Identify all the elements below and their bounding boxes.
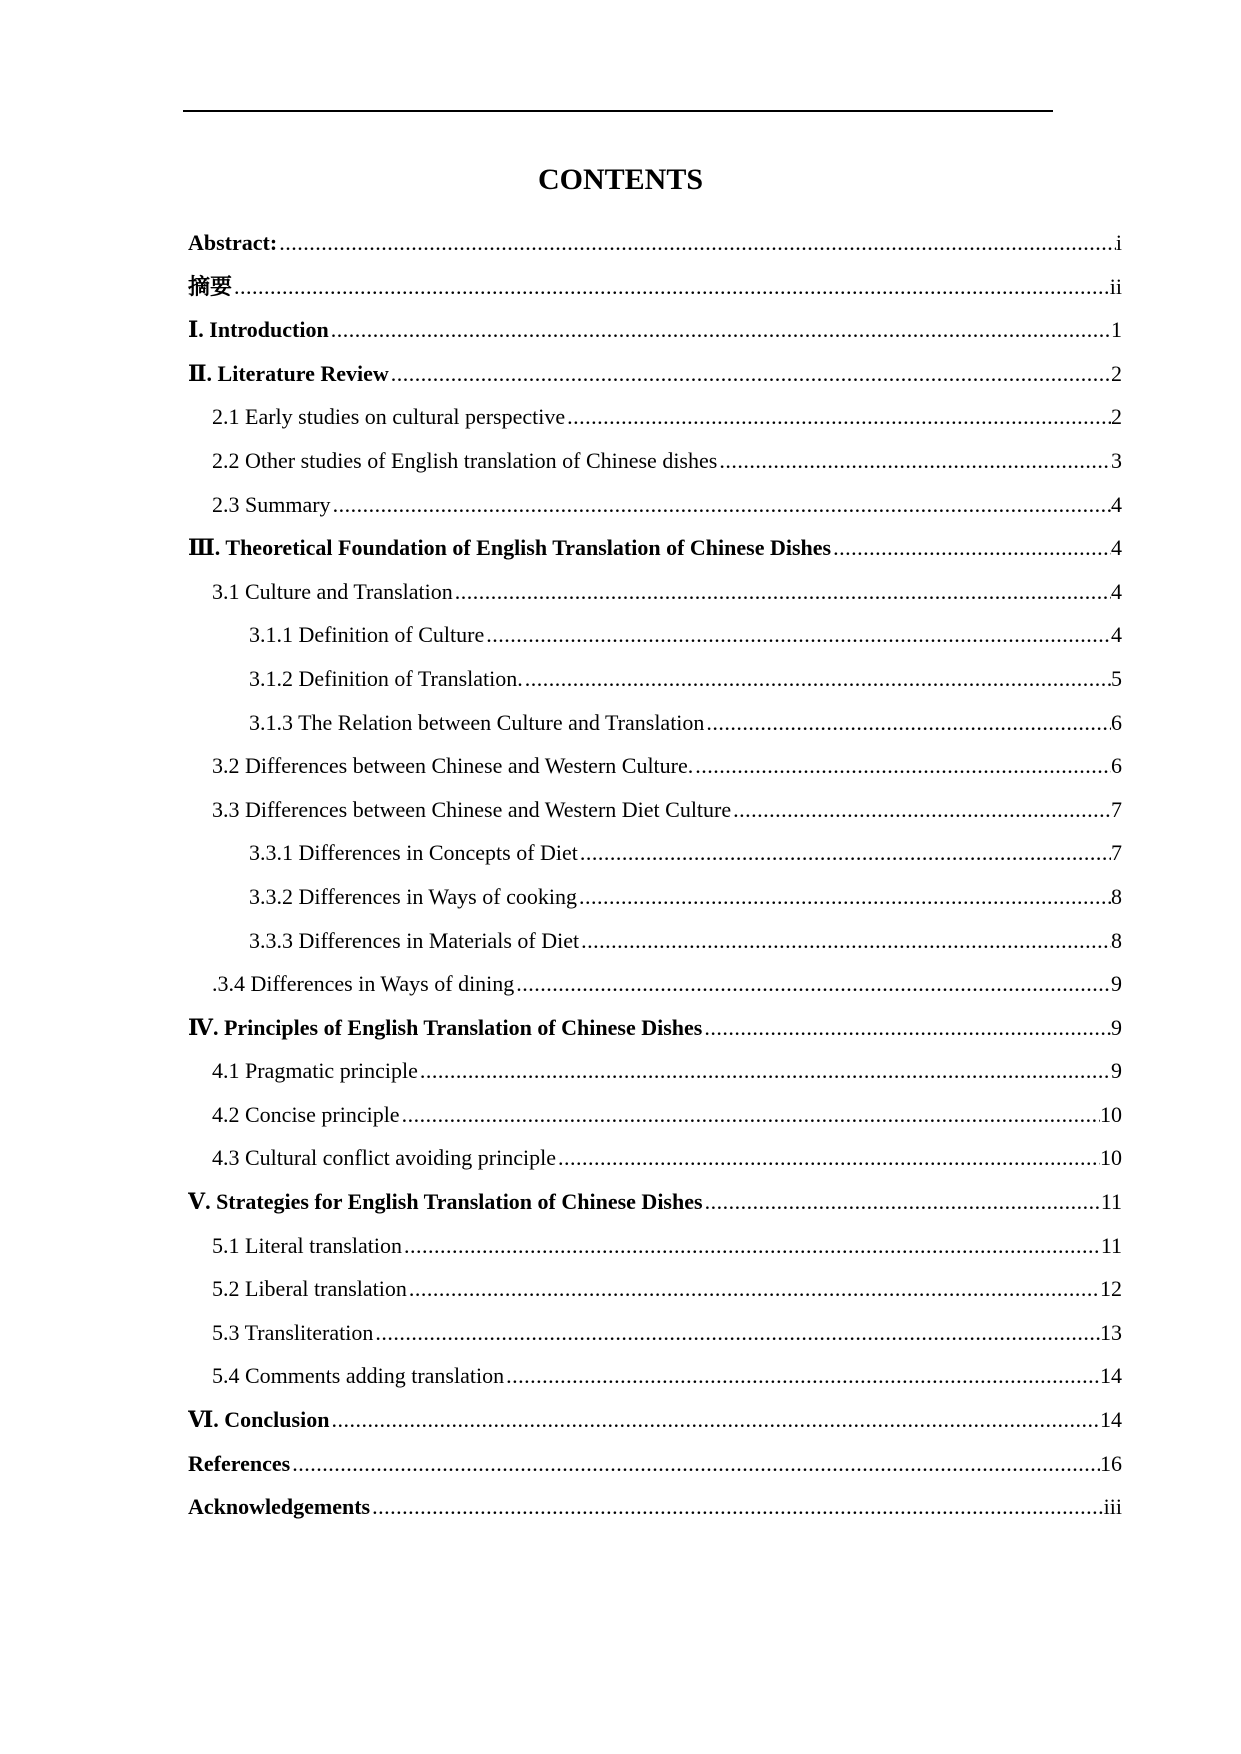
header-rule [183,110,1053,112]
toc-entry[interactable] [188,1311,1122,1355]
toc-entry-page-number: 7 [1111,840,1122,866]
toc-dot-leader [290,1442,1100,1486]
toc-entry[interactable] [188,221,1122,265]
toc-entry-title: .3.4 Differences in Ways of dining [212,971,515,997]
toc-entry-page-number: 10 [1100,1101,1122,1127]
toc-dot-leader [703,1180,1101,1224]
toc-entry-title: 3.2 Differences between Chinese and Western Culture. [212,753,694,779]
toc-entry[interactable] [188,1442,1122,1486]
toc-entry-page-number: 1 [1111,317,1122,343]
toc-entry[interactable] [188,483,1122,527]
toc-dot-leader [831,526,1111,570]
toc-entry-page-number: 9 [1111,1014,1122,1040]
toc-entry-page-number: iii [1103,1494,1122,1520]
toc-dot-leader [453,570,1111,614]
toc-entry-page-number: 13 [1100,1319,1122,1345]
toc-dot-leader [373,1311,1100,1355]
toc-dot-leader [484,613,1111,657]
toc-entry-title: Abstract: [188,230,278,255]
toc-dot-leader [504,1354,1100,1398]
toc-entry-title: Acknowledgements [188,1494,371,1520]
toc-entry[interactable] [188,788,1122,832]
toc-entry-page-number: 6 [1111,753,1122,779]
toc-entry-page-number: 7 [1111,796,1122,822]
toc-entry-title: 3.3.2 Differences in Ways of cooking [249,883,577,909]
toc-dot-leader [232,265,1110,309]
toc-entry-page-number: 2 [1111,404,1122,430]
toc-dot-leader [402,1224,1101,1268]
toc-entry-page-number: 14 [1100,1407,1122,1433]
toc-entry-title: 3.3.3 Differences in Materials of Diet [249,927,580,953]
toc-entry-page-number: 6 [1111,709,1122,735]
toc-dot-leader [578,831,1111,875]
toc-dot-leader [579,919,1111,963]
toc-entry-title: 3.1.3 The Relation between Culture and Translation [249,709,705,735]
toc-entry[interactable] [188,1093,1122,1137]
toc-entry[interactable] [188,439,1122,483]
toc-entry-page-number: 8 [1111,883,1122,909]
toc-entry-title: Ⅳ. Principles of English Translation of Chinese Dishes [188,1014,703,1040]
toc-dot-leader [693,744,1111,788]
toc-entry-title: Ⅱ. Literature Review [188,360,389,386]
toc-entry-title: 4.3 Cultural conflict avoiding principle [212,1145,556,1171]
toc-entry-page-number: 12 [1100,1276,1122,1302]
toc-dot-leader [577,875,1111,919]
toc-entry[interactable] [188,1006,1122,1050]
toc-entry-page-number: ii [1109,273,1122,299]
toc-entry-title: 2.3 Summary [212,491,331,517]
toc-entry[interactable] [188,1049,1122,1093]
toc-entry-title: Ⅴ. Strategies for English Translation of Chinese Dishes [188,1189,703,1215]
toc-entry-title: 5.3 Transliteration [212,1319,374,1345]
toc-dot-leader [389,352,1111,396]
toc-entry-page-number: 9 [1111,1058,1122,1084]
toc-entry-title: 4.1 Pragmatic principle [212,1058,418,1084]
page-title: CONTENTS [537,163,704,196]
toc-entry-title: Ⅲ. Theoretical Foundation of English Translation of Chinese Dishes [188,535,832,561]
toc-entry[interactable] [188,962,1122,1006]
toc-entry[interactable] [188,1224,1122,1268]
toc-entry-title: 5.4 Comments adding translation [212,1363,505,1389]
toc-dot-leader [400,1093,1100,1137]
toc-entry[interactable] [188,744,1122,788]
toc-entry[interactable] [188,1180,1122,1224]
toc-entry-page-number: 4 [1111,535,1122,561]
toc-entry[interactable] [188,657,1122,701]
toc-dot-leader [565,395,1111,439]
toc-dot-leader [329,1398,1100,1442]
toc-entry[interactable] [188,395,1122,439]
toc-entry[interactable] [188,265,1122,309]
toc-dot-leader [514,962,1111,1006]
toc-dot-leader [556,1136,1100,1180]
toc-entry[interactable] [188,570,1122,614]
toc-dot-leader [704,701,1111,745]
toc-entry[interactable] [188,831,1122,875]
toc-dot-leader [418,1049,1111,1093]
toc-dot-leader [731,788,1111,832]
toc-entry-page-number: 10 [1100,1145,1122,1171]
toc-entry-page-number: 4 [1111,491,1122,517]
toc-dot-leader [329,308,1111,352]
toc-entry-page-number: 4 [1111,622,1122,648]
toc-entry[interactable] [188,1136,1122,1180]
toc-entry[interactable] [188,1398,1122,1442]
toc-entry-page-number: 14 [1100,1363,1122,1389]
toc-entry[interactable] [188,1354,1122,1398]
toc-entry-page-number: 9 [1111,971,1122,997]
toc-entry[interactable] [188,1485,1122,1529]
toc-entry-page-number: 4 [1111,578,1122,604]
toc-entry[interactable] [188,308,1122,352]
toc-entry-title: References [188,1450,291,1476]
toc-dot-leader [277,221,1116,265]
toc-entry-page-number: 16 [1100,1450,1122,1476]
toc-entry-page-number: 2 [1111,360,1122,386]
toc-dot-leader [717,439,1111,483]
toc-entry-title: 5.2 Liberal translation [212,1276,407,1302]
toc-entry-page-number: 8 [1111,927,1122,953]
toc-entry-page-number: i [1115,230,1122,255]
toc-entry-title: 3.1 Culture and Translation [212,578,453,604]
toc-entry-title: Ⅰ. Introduction [188,317,329,343]
toc-entry[interactable] [188,919,1122,963]
toc-entry-page-number: 11 [1100,1189,1122,1215]
toc-entry-title: 2.2 Other studies of English translation of Chinese dishes [212,447,718,473]
toc-entry-title: 2.1 Early studies on cultural perspective [212,404,566,430]
toc-dot-leader [702,1006,1111,1050]
toc-entry[interactable] [188,613,1122,657]
toc-entry-title: 摘要 [188,273,233,299]
toc-entry-title: 3.3 Differences between Chinese and Western Diet Culture [212,796,732,822]
table-of-contents [188,221,1122,1529]
toc-entry[interactable] [188,1267,1122,1311]
toc-entry[interactable] [188,875,1122,919]
toc-entry-page-number: 5 [1111,665,1122,691]
toc-entry-title: 4.2 Concise principle [212,1101,400,1127]
toc-entry-title: 5.1 Literal translation [212,1232,402,1258]
toc-entry-page-number: 3 [1111,447,1122,473]
toc-entry-title: 3.3.1 Differences in Concepts of Diet [249,840,578,866]
toc-dot-leader [407,1267,1100,1311]
toc-entry-title: 3.1.1 Definition of Culture [249,622,485,648]
toc-entry-title: Ⅵ. Conclusion [188,1407,330,1433]
toc-entry[interactable] [188,701,1122,745]
toc-dot-leader [331,483,1111,527]
toc-dot-leader [370,1485,1104,1529]
toc-entry[interactable] [188,352,1122,396]
toc-entry-page-number: 11 [1100,1232,1122,1258]
toc-dot-leader [523,657,1111,701]
toc-entry[interactable] [188,526,1122,570]
toc-entry-title: 3.1.2 Definition of Translation. [249,665,523,691]
